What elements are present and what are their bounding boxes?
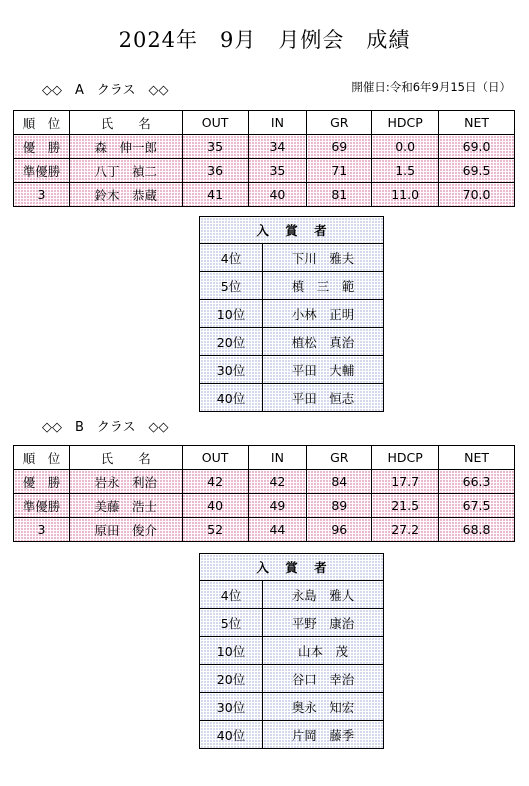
in-cell: 42 [248, 470, 307, 494]
out-cell: 40 [182, 494, 248, 518]
out-cell: 41 [182, 183, 248, 207]
rank-cell: 3 [14, 183, 70, 207]
name-cell: 八丁 禎二 [69, 159, 182, 183]
in-cell: 40 [248, 183, 307, 207]
out-cell: 42 [182, 470, 248, 494]
award-name: 下川 雅夫 [263, 244, 384, 272]
list-item [200, 384, 384, 412]
award-rank: 4位 [200, 244, 263, 272]
list-item [200, 609, 384, 637]
header-gr: GR [307, 111, 372, 135]
table-row [14, 518, 515, 542]
out-cell: 36 [182, 159, 248, 183]
award-name: 山本 茂 [263, 637, 384, 665]
award-name: 谷口 幸治 [263, 665, 384, 693]
rank-cell: 優 勝 [14, 135, 70, 159]
awards-header: 入 賞 者 [200, 217, 384, 244]
header-name: 氏 名 [69, 446, 182, 470]
hdcp-cell: 17.7 [372, 470, 439, 494]
table-row [14, 494, 515, 518]
header-rank: 順 位 [14, 446, 70, 470]
gr-cell: 69 [307, 135, 372, 159]
out-cell: 52 [182, 518, 248, 542]
hdcp-cell: 11.0 [372, 183, 439, 207]
header-name: 氏 名 [69, 111, 182, 135]
results-header-row [14, 446, 515, 470]
award-name: 永島 雅人 [263, 581, 384, 609]
award-rank: 5位 [200, 272, 263, 300]
award-name: 小林 正明 [263, 300, 384, 328]
page-title: 2024年 9月 月例会 成績 [118, 28, 411, 52]
hdcp-cell: 1.5 [372, 159, 439, 183]
net-cell: 70.0 [439, 183, 515, 207]
header-out: OUT [182, 111, 248, 135]
award-rank: 20位 [200, 665, 263, 693]
list-item [200, 328, 384, 356]
name-cell: 原田 俊介 [69, 518, 182, 542]
hdcp-cell: 27.2 [372, 518, 439, 542]
in-cell: 34 [248, 135, 307, 159]
net-cell: 68.8 [439, 518, 515, 542]
table-row [14, 470, 515, 494]
award-rank: 30位 [200, 693, 263, 721]
header-hdcp: HDCP [372, 111, 439, 135]
awards-header: 入 賞 者 [200, 554, 384, 581]
class-b-results-table [13, 445, 515, 542]
name-cell: 岩永 利治 [69, 470, 182, 494]
list-item [200, 356, 384, 384]
award-name: 平田 大輔 [263, 356, 384, 384]
award-rank: 4位 [200, 581, 263, 609]
award-rank: 30位 [200, 356, 263, 384]
list-item [200, 637, 384, 665]
event-date: 開催日:令和6年9月15日（日） [351, 80, 511, 94]
award-rank: 10位 [200, 300, 263, 328]
gr-cell: 71 [307, 159, 372, 183]
gr-cell: 84 [307, 470, 372, 494]
class-a-results-table [13, 110, 515, 207]
gr-cell: 89 [307, 494, 372, 518]
header-in: IN [248, 111, 307, 135]
name-cell: 森 伸一郎 [69, 135, 182, 159]
name-cell: 鈴木 恭蔵 [69, 183, 182, 207]
list-item [200, 300, 384, 328]
class-a-label: ◇◇ A クラス ◇◇ [42, 83, 169, 98]
class-b-label: ◇◇ B クラス ◇◇ [42, 420, 169, 435]
award-name: 平田 恒志 [263, 384, 384, 412]
award-name: 片岡 藤季 [263, 721, 384, 749]
class-b-awards-table [199, 553, 384, 749]
list-item [200, 272, 384, 300]
in-cell: 44 [248, 518, 307, 542]
rank-cell: 準優勝 [14, 159, 70, 183]
award-name: 奥永 知宏 [263, 693, 384, 721]
list-item [200, 721, 384, 749]
header-out: OUT [182, 446, 248, 470]
rank-cell: 3 [14, 518, 70, 542]
header-hdcp: HDCP [372, 446, 439, 470]
award-rank: 40位 [200, 721, 263, 749]
net-cell: 66.3 [439, 470, 515, 494]
award-rank: 5位 [200, 609, 263, 637]
net-cell: 69.0 [439, 135, 515, 159]
header-in: IN [248, 446, 307, 470]
award-rank: 40位 [200, 384, 263, 412]
award-name: 槙 三 範 [263, 272, 384, 300]
results-header-row [14, 111, 515, 135]
table-row [14, 135, 515, 159]
header-net: NET [439, 446, 515, 470]
name-cell: 美藤 浩士 [69, 494, 182, 518]
gr-cell: 96 [307, 518, 372, 542]
award-rank: 20位 [200, 328, 263, 356]
in-cell: 49 [248, 494, 307, 518]
list-item [200, 665, 384, 693]
gr-cell: 81 [307, 183, 372, 207]
award-name: 平野 康治 [263, 609, 384, 637]
table-row [14, 159, 515, 183]
table-row [14, 183, 515, 207]
header-rank: 順 位 [14, 111, 70, 135]
award-name: 植松 真治 [263, 328, 384, 356]
header-gr: GR [307, 446, 372, 470]
rank-cell: 優 勝 [14, 470, 70, 494]
list-item [200, 693, 384, 721]
net-cell: 67.5 [439, 494, 515, 518]
header-net: NET [439, 111, 515, 135]
in-cell: 35 [248, 159, 307, 183]
rank-cell: 準優勝 [14, 494, 70, 518]
award-rank: 10位 [200, 637, 263, 665]
out-cell: 35 [182, 135, 248, 159]
net-cell: 69.5 [439, 159, 515, 183]
hdcp-cell: 21.5 [372, 494, 439, 518]
hdcp-cell: 0.0 [372, 135, 439, 159]
list-item [200, 581, 384, 609]
class-a-awards-table [199, 216, 384, 412]
list-item [200, 244, 384, 272]
